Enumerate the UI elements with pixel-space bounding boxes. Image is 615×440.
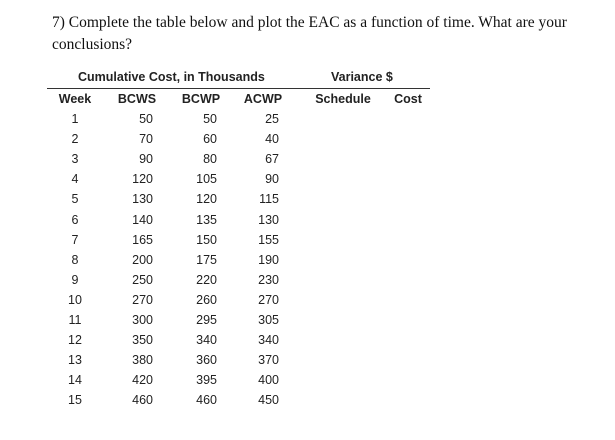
cell-week: 2 [71, 132, 79, 147]
cell-week: 1 [71, 112, 79, 126]
cell-acwp: 90 [265, 172, 279, 187]
cell-week: 10 [68, 292, 82, 307]
cell-week: 11 [68, 313, 82, 327]
cell-bcwp: 60 [203, 132, 217, 147]
cell-acwp: 340 [258, 333, 279, 348]
cell-bcws: 300 [132, 313, 153, 327]
cell-bcws: 130 [132, 192, 153, 207]
col-header-cost: Cost [394, 92, 422, 106]
cell-acwp: 40 [265, 132, 279, 147]
cell-bcws: 420 [132, 373, 153, 388]
question-text: 7) Complete the table below and plot the EAC as a function of time. What are your conclusions? [52, 14, 567, 53]
group-header-cumulative-cost: Cumulative Cost, in Thousands [78, 70, 265, 84]
cell-week: 12 [68, 333, 82, 348]
group-header-variance: Variance $ [331, 70, 393, 84]
cell-bcwp: 105 [196, 172, 217, 187]
cell-week: 6 [71, 212, 79, 227]
header-rule [47, 88, 430, 89]
cell-bcwp: 460 [196, 393, 217, 408]
cell-bcws: 90 [139, 152, 153, 167]
cell-acwp: 305 [258, 313, 279, 327]
cell-week: 3 [71, 152, 79, 167]
cell-acwp: 25 [265, 112, 279, 126]
cell-bcws: 140 [132, 212, 153, 227]
cell-bcws: 350 [132, 333, 153, 348]
cell-week: 7 [71, 232, 79, 247]
cell-bcwp: 80 [203, 152, 217, 167]
cell-acwp: 400 [258, 373, 279, 388]
cell-bcws: 200 [132, 252, 153, 267]
col-header-schedule: Schedule [315, 92, 371, 106]
cell-acwp: 155 [258, 232, 279, 247]
cell-week: 5 [71, 192, 79, 207]
cell-bcwp: 395 [196, 373, 217, 388]
cell-bcwp: 360 [196, 353, 217, 368]
cell-acwp: 115 [259, 192, 279, 207]
col-header-acwp: ACWP [243, 92, 283, 106]
cell-bcws: 70 [139, 132, 153, 147]
cell-acwp: 270 [258, 292, 279, 307]
cell-acwp: 370 [258, 353, 279, 368]
cell-bcwp: 260 [196, 292, 217, 307]
cell-week: 15 [68, 393, 82, 408]
cell-bcws: 50 [139, 112, 153, 126]
cell-bcwp: 175 [196, 252, 217, 267]
col-header-week: Week [58, 92, 92, 106]
cell-week: 13 [68, 353, 82, 368]
cell-acwp: 450 [258, 393, 279, 408]
cell-week: 14 [68, 373, 82, 388]
cell-week: 4 [71, 172, 79, 187]
cell-bcwp: 50 [203, 112, 217, 126]
cell-bcws: 120 [132, 172, 153, 187]
cell-week: 9 [71, 272, 79, 287]
cell-bcwp: 340 [196, 333, 217, 348]
cell-bcws: 380 [132, 353, 153, 368]
cell-acwp: 130 [258, 212, 279, 227]
cell-bcws: 270 [132, 292, 153, 307]
cell-bcwp: 135 [196, 212, 217, 227]
cell-bcwp: 150 [196, 232, 217, 247]
cell-bcwp: 220 [196, 272, 217, 287]
cell-bcwp: 120 [196, 192, 217, 207]
cell-acwp: 190 [258, 252, 279, 267]
col-header-bcwp: BCWP [181, 92, 221, 106]
cell-acwp: 230 [258, 272, 279, 287]
cell-week: 8 [71, 252, 79, 267]
cell-bcwp: 295 [196, 313, 217, 327]
cell-acwp: 67 [265, 152, 279, 167]
cell-bcws: 250 [132, 272, 153, 287]
cell-bcws: 460 [132, 393, 153, 408]
col-header-bcws: BCWS [117, 92, 157, 106]
cell-bcws: 165 [132, 232, 153, 247]
